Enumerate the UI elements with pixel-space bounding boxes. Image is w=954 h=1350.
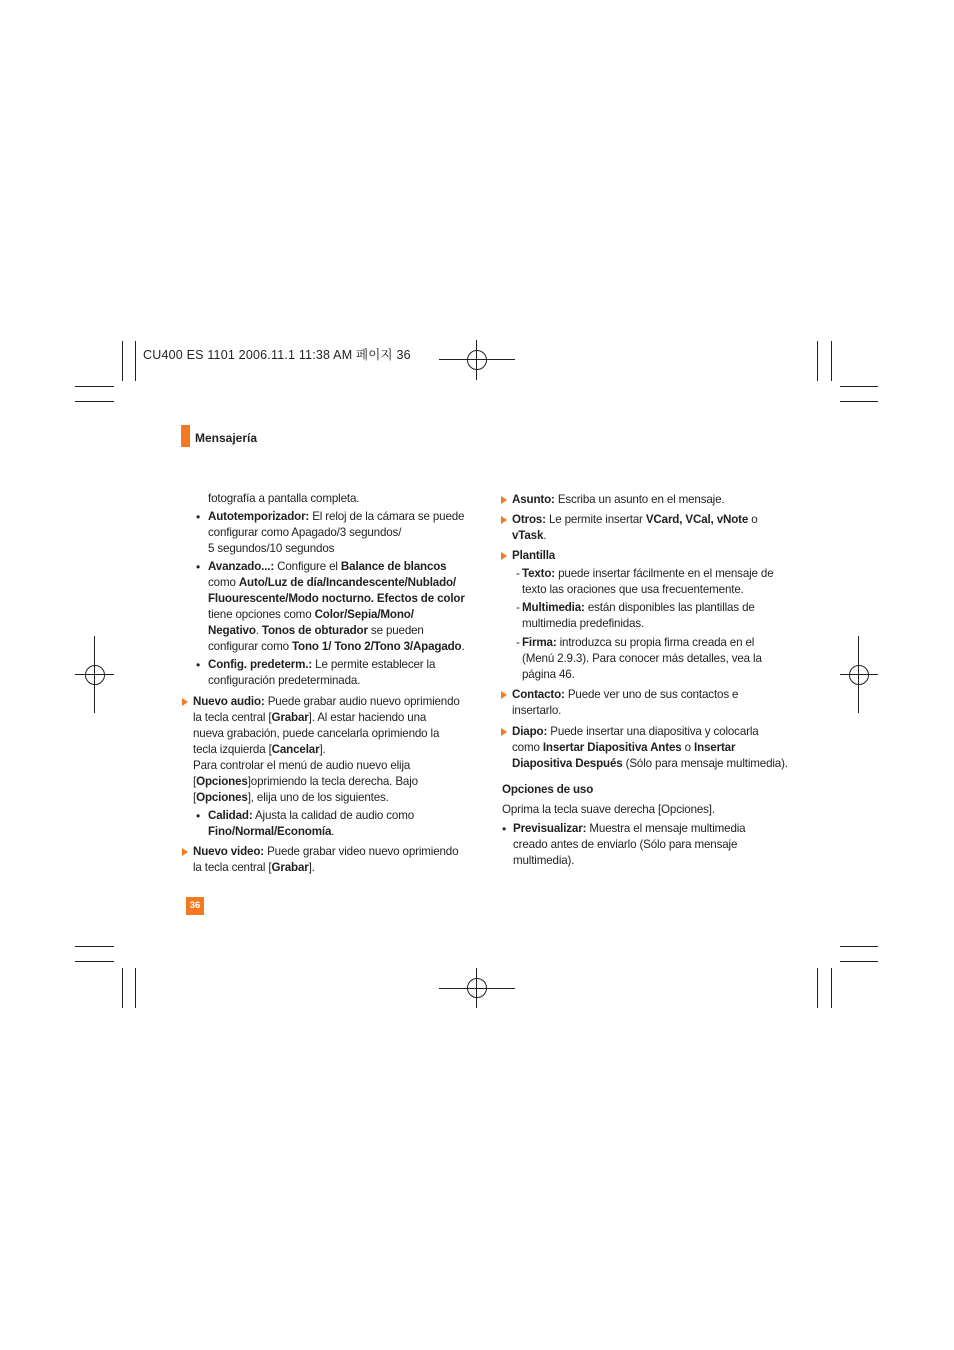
section-accent-bar bbox=[181, 425, 190, 447]
arrow-icon bbox=[501, 728, 507, 736]
subsection-text: Oprima la tecla suave derecha [Opciones]. bbox=[502, 803, 715, 816]
dash-icon: - bbox=[516, 636, 520, 649]
right-column bbox=[502, 492, 807, 869]
bullet-icon: • bbox=[196, 560, 201, 574]
dash-icon: - bbox=[516, 601, 520, 614]
list-item: • Avanzado...: Configure el Balance de blancos como Auto/Luz de día/Incandescente/Nublado/ Fluourescente/Modo nocturno. Efectos de color tiene opciones como Color/Sepia/Mono/ Negativo. Tonos de obturador se pueden configurar como Tono 1/ Tono 2/Tono 3/Apagado. bbox=[196, 560, 465, 653]
section-title: Mensajería bbox=[195, 431, 258, 445]
menu-entry-diapo: Diapo: Puede insertar una diapositiva y colocarla como Insertar Diapositiva Antes o Insertar Diapositiva Después (Sólo para mensaje multimedia). bbox=[512, 724, 807, 772]
dash-icon: - bbox=[516, 567, 520, 580]
arrow-icon bbox=[501, 552, 507, 560]
menu-entry-nuevo-audio: Nuevo audio: Puede grabar audio nuevo oprimiendo la tecla central [Grabar]. Al estar haciendo una nueva grabación, puede cancelarla oprimiendo la tecla izquierda [Cancelar]. Para controlar el menú de audio nuevo elija [Opciones]oprimiendo la tecla derecha. Bajo [Opciones], elija uno de los siguientes. bbox=[193, 694, 483, 806]
sub-item: - Multimedia: están disponibles las plantillas de multimedia predefinidas. bbox=[516, 601, 755, 630]
arrow-icon bbox=[182, 698, 188, 706]
bullet-icon: • bbox=[502, 822, 507, 836]
menu-entry-asunto: Asunto: Escriba un asunto en el mensaje. bbox=[512, 492, 807, 508]
arrow-icon bbox=[501, 496, 507, 504]
menu-entry-plantilla: Plantilla - Texto: puede insertar fácilmente en el mensaje de texto las oraciones que usa frecuentemente. - Multimedia: están disponibles las plantillas de multimedia predefinidas. - Firma: introduzca su propia firma creada en el (Menú 2.9.3). Para conocer más detalles, vea la página 46. bbox=[512, 548, 807, 683]
list-item: • Autotemporizador: El reloj de la cámara se puede configurar como Apagado/3 segundos/ 5 segundos/10 segundos bbox=[196, 510, 465, 555]
list-item: • Previsualizar: Muestra el mensaje multimedia creado antes de enviarlo (Sólo para mensaje multimedia). bbox=[502, 822, 746, 867]
left-column bbox=[193, 491, 483, 876]
arrow-icon bbox=[182, 848, 188, 856]
sub-item: - Texto: puede insertar fácilmente en el mensaje de texto las oraciones que usa frecuentemente. bbox=[516, 567, 774, 596]
print-slug: CU400 ES 1101 2006.11.1 11:38 AM 페이지 36 bbox=[143, 348, 411, 362]
subsection-heading: Opciones de uso bbox=[502, 783, 594, 796]
bullet-icon: • bbox=[196, 809, 201, 823]
list-item: • Config. predeterm.: Le permite establecer la configuración predeterminada. bbox=[196, 658, 436, 687]
menu-entry-otros: Otros: Le permite insertar VCard, VCal, vNote o vTask. bbox=[512, 512, 807, 544]
list-item: • Calidad: Ajusta la calidad de audio como Fino/Normal/Economía. bbox=[196, 809, 415, 838]
arrow-icon bbox=[501, 691, 507, 699]
page-number: 36 bbox=[186, 897, 204, 915]
sub-item: - Firma: introduzca su propia firma creada en el (Menú 2.9.3). Para conocer más detalles, vea la página 46. bbox=[516, 636, 762, 681]
bullet-icon: • bbox=[196, 510, 201, 524]
bullet-icon: • bbox=[196, 658, 201, 672]
intro-text: fotografía a pantalla completa. bbox=[208, 492, 360, 505]
arrow-icon bbox=[501, 516, 507, 524]
menu-entry-contacto: Contacto: Puede ver uno de sus contactos e insertarlo. bbox=[512, 687, 807, 719]
menu-entry-nuevo-video: Nuevo video: Puede grabar video nuevo oprimiendo la tecla central [Grabar]. bbox=[193, 844, 483, 876]
